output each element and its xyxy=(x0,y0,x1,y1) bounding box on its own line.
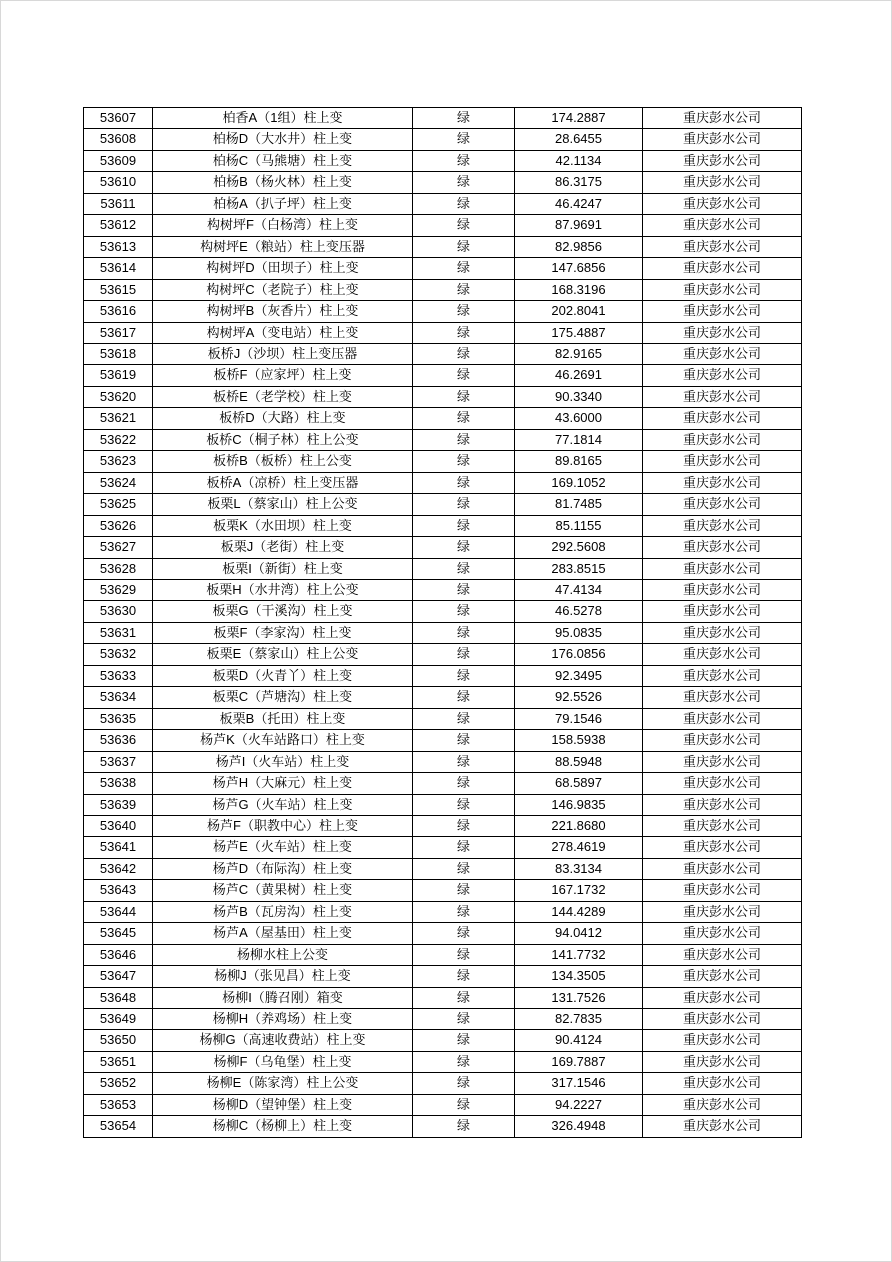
company-cell: 重庆彭水公司 xyxy=(643,1009,802,1030)
status-cell: 绿 xyxy=(413,494,515,515)
company-cell: 重庆彭水公司 xyxy=(643,773,802,794)
status-cell: 绿 xyxy=(413,923,515,944)
id-cell: 53633 xyxy=(84,665,153,686)
status-cell: 绿 xyxy=(413,1116,515,1137)
status-cell: 绿 xyxy=(413,622,515,643)
name-cell: 柏杨B（杨火林）柱上变 xyxy=(153,172,413,193)
id-cell: 53649 xyxy=(84,1009,153,1030)
status-cell: 绿 xyxy=(413,258,515,279)
value-cell: 43.6000 xyxy=(515,408,643,429)
name-cell: 构树坪A（变电站）柱上变 xyxy=(153,322,413,343)
value-cell: 326.4948 xyxy=(515,1116,643,1137)
table-row xyxy=(84,386,802,407)
value-cell: 169.1052 xyxy=(515,472,643,493)
name-cell: 柏杨D（大水井）柱上变 xyxy=(153,129,413,150)
id-cell: 53631 xyxy=(84,622,153,643)
table-row xyxy=(84,279,802,300)
status-cell: 绿 xyxy=(413,322,515,343)
name-cell: 杨柳F（乌龟堡）柱上变 xyxy=(153,1051,413,1072)
company-cell: 重庆彭水公司 xyxy=(643,579,802,600)
table-row xyxy=(84,494,802,515)
status-cell: 绿 xyxy=(413,537,515,558)
table-row xyxy=(84,966,802,987)
name-cell: 板栗G（干溪沟）柱上变 xyxy=(153,601,413,622)
table-row xyxy=(84,622,802,643)
company-cell: 重庆彭水公司 xyxy=(643,880,802,901)
table-row xyxy=(84,558,802,579)
name-cell: 板桥A（凉桥）柱上变压器 xyxy=(153,472,413,493)
value-cell: 169.7887 xyxy=(515,1051,643,1072)
name-cell: 杨柳C（杨柳上）柱上变 xyxy=(153,1116,413,1137)
status-cell: 绿 xyxy=(413,451,515,472)
company-cell: 重庆彭水公司 xyxy=(643,665,802,686)
value-cell: 146.9835 xyxy=(515,794,643,815)
table-row xyxy=(84,751,802,772)
status-cell: 绿 xyxy=(413,279,515,300)
id-cell: 53626 xyxy=(84,515,153,536)
id-cell: 53624 xyxy=(84,472,153,493)
company-cell: 重庆彭水公司 xyxy=(643,343,802,364)
table-row xyxy=(84,730,802,751)
value-cell: 90.3340 xyxy=(515,386,643,407)
value-cell: 134.3505 xyxy=(515,966,643,987)
company-cell: 重庆彭水公司 xyxy=(643,537,802,558)
table-row xyxy=(84,429,802,450)
status-cell: 绿 xyxy=(413,1030,515,1051)
name-cell: 杨芦C（黄果树）柱上变 xyxy=(153,880,413,901)
company-cell: 重庆彭水公司 xyxy=(643,301,802,322)
id-cell: 53616 xyxy=(84,301,153,322)
id-cell: 53641 xyxy=(84,837,153,858)
company-cell: 重庆彭水公司 xyxy=(643,923,802,944)
status-cell: 绿 xyxy=(413,773,515,794)
company-cell: 重庆彭水公司 xyxy=(643,708,802,729)
name-cell: 构树坪E（粮站）柱上变压器 xyxy=(153,236,413,257)
id-cell: 53639 xyxy=(84,794,153,815)
value-cell: 68.5897 xyxy=(515,773,643,794)
table-row xyxy=(84,644,802,665)
company-cell: 重庆彭水公司 xyxy=(643,815,802,836)
company-cell: 重庆彭水公司 xyxy=(643,837,802,858)
status-cell: 绿 xyxy=(413,966,515,987)
value-cell: 88.5948 xyxy=(515,751,643,772)
id-cell: 53627 xyxy=(84,537,153,558)
id-cell: 53640 xyxy=(84,815,153,836)
id-cell: 53646 xyxy=(84,944,153,965)
id-cell: 53621 xyxy=(84,408,153,429)
id-cell: 53637 xyxy=(84,751,153,772)
name-cell: 板栗J（老街）柱上变 xyxy=(153,537,413,558)
company-cell: 重庆彭水公司 xyxy=(643,236,802,257)
status-cell: 绿 xyxy=(413,987,515,1008)
table-row xyxy=(84,773,802,794)
status-cell: 绿 xyxy=(413,601,515,622)
value-cell: 85.1155 xyxy=(515,515,643,536)
id-cell: 53625 xyxy=(84,494,153,515)
company-cell: 重庆彭水公司 xyxy=(643,1094,802,1115)
name-cell: 杨柳H（养鸡场）柱上变 xyxy=(153,1009,413,1030)
name-cell: 构树坪C（老院子）柱上变 xyxy=(153,279,413,300)
company-cell: 重庆彭水公司 xyxy=(643,515,802,536)
table-row xyxy=(84,858,802,879)
value-cell: 92.5526 xyxy=(515,687,643,708)
table-row xyxy=(84,601,802,622)
company-cell: 重庆彭水公司 xyxy=(643,987,802,1008)
status-cell: 绿 xyxy=(413,515,515,536)
value-cell: 83.3134 xyxy=(515,858,643,879)
value-cell: 283.8515 xyxy=(515,558,643,579)
id-cell: 53645 xyxy=(84,923,153,944)
status-cell: 绿 xyxy=(413,343,515,364)
status-cell: 绿 xyxy=(413,558,515,579)
status-cell: 绿 xyxy=(413,944,515,965)
table-row xyxy=(84,215,802,236)
status-cell: 绿 xyxy=(413,1009,515,1030)
status-cell: 绿 xyxy=(413,901,515,922)
company-cell: 重庆彭水公司 xyxy=(643,1030,802,1051)
id-cell: 53614 xyxy=(84,258,153,279)
name-cell: 杨芦H（大麻元）柱上变 xyxy=(153,773,413,794)
value-cell: 47.4134 xyxy=(515,579,643,600)
id-cell: 53651 xyxy=(84,1051,153,1072)
company-cell: 重庆彭水公司 xyxy=(643,730,802,751)
table-row xyxy=(84,343,802,364)
company-cell: 重庆彭水公司 xyxy=(643,408,802,429)
name-cell: 杨柳水柱上公变 xyxy=(153,944,413,965)
name-cell: 板桥E（老学校）柱上变 xyxy=(153,386,413,407)
status-cell: 绿 xyxy=(413,129,515,150)
id-cell: 53609 xyxy=(84,150,153,171)
status-cell: 绿 xyxy=(413,644,515,665)
company-cell: 重庆彭水公司 xyxy=(643,858,802,879)
id-cell: 53654 xyxy=(84,1116,153,1137)
table-row xyxy=(84,901,802,922)
id-cell: 53622 xyxy=(84,429,153,450)
value-cell: 82.7835 xyxy=(515,1009,643,1030)
value-cell: 28.6455 xyxy=(515,129,643,150)
company-cell: 重庆彭水公司 xyxy=(643,172,802,193)
company-cell: 重庆彭水公司 xyxy=(643,944,802,965)
company-cell: 重庆彭水公司 xyxy=(643,429,802,450)
transformer-table xyxy=(83,107,802,1138)
status-cell: 绿 xyxy=(413,794,515,815)
value-cell: 89.8165 xyxy=(515,451,643,472)
company-cell: 重庆彭水公司 xyxy=(643,794,802,815)
table-row xyxy=(84,322,802,343)
value-cell: 46.5278 xyxy=(515,601,643,622)
id-cell: 53612 xyxy=(84,215,153,236)
status-cell: 绿 xyxy=(413,579,515,600)
table-row xyxy=(84,1009,802,1030)
name-cell: 板桥J（沙坝）柱上变压器 xyxy=(153,343,413,364)
id-cell: 53623 xyxy=(84,451,153,472)
table-row xyxy=(84,472,802,493)
id-cell: 53638 xyxy=(84,773,153,794)
id-cell: 53643 xyxy=(84,880,153,901)
id-cell: 53644 xyxy=(84,901,153,922)
table-row xyxy=(84,1073,802,1094)
name-cell: 杨芦B（瓦房沟）柱上变 xyxy=(153,901,413,922)
company-cell: 重庆彭水公司 xyxy=(643,215,802,236)
name-cell: 板桥C（桐子林）柱上公变 xyxy=(153,429,413,450)
company-cell: 重庆彭水公司 xyxy=(643,365,802,386)
table-row xyxy=(84,944,802,965)
status-cell: 绿 xyxy=(413,301,515,322)
id-cell: 53620 xyxy=(84,386,153,407)
name-cell: 柏杨A（扒子坪）柱上变 xyxy=(153,193,413,214)
id-cell: 53647 xyxy=(84,966,153,987)
table-row xyxy=(84,923,802,944)
company-cell: 重庆彭水公司 xyxy=(643,622,802,643)
value-cell: 77.1814 xyxy=(515,429,643,450)
company-cell: 重庆彭水公司 xyxy=(643,1116,802,1137)
table-row xyxy=(84,365,802,386)
value-cell: 168.3196 xyxy=(515,279,643,300)
id-cell: 53617 xyxy=(84,322,153,343)
status-cell: 绿 xyxy=(413,108,515,129)
company-cell: 重庆彭水公司 xyxy=(643,644,802,665)
table-row xyxy=(84,172,802,193)
name-cell: 杨芦K（火车站路口）柱上变 xyxy=(153,730,413,751)
table-row xyxy=(84,129,802,150)
id-cell: 53615 xyxy=(84,279,153,300)
company-cell: 重庆彭水公司 xyxy=(643,386,802,407)
table-row xyxy=(84,1051,802,1072)
company-cell: 重庆彭水公司 xyxy=(643,322,802,343)
company-cell: 重庆彭水公司 xyxy=(643,966,802,987)
value-cell: 141.7732 xyxy=(515,944,643,965)
table-row xyxy=(84,236,802,257)
id-cell: 53650 xyxy=(84,1030,153,1051)
value-cell: 82.9856 xyxy=(515,236,643,257)
table-row xyxy=(84,193,802,214)
name-cell: 柏香A（1组）柱上变 xyxy=(153,108,413,129)
value-cell: 147.6856 xyxy=(515,258,643,279)
table-row xyxy=(84,880,802,901)
status-cell: 绿 xyxy=(413,236,515,257)
id-cell: 53636 xyxy=(84,730,153,751)
value-cell: 82.9165 xyxy=(515,343,643,364)
table-row xyxy=(84,451,802,472)
name-cell: 板栗C（芦塘沟）柱上变 xyxy=(153,687,413,708)
id-cell: 53635 xyxy=(84,708,153,729)
company-cell: 重庆彭水公司 xyxy=(643,451,802,472)
table-row xyxy=(84,708,802,729)
table-row xyxy=(84,1030,802,1051)
company-cell: 重庆彭水公司 xyxy=(643,258,802,279)
table-row xyxy=(84,665,802,686)
name-cell: 板栗D（火青丫）柱上变 xyxy=(153,665,413,686)
status-cell: 绿 xyxy=(413,472,515,493)
company-cell: 重庆彭水公司 xyxy=(643,279,802,300)
company-cell: 重庆彭水公司 xyxy=(643,687,802,708)
id-cell: 53618 xyxy=(84,343,153,364)
id-cell: 53642 xyxy=(84,858,153,879)
company-cell: 重庆彭水公司 xyxy=(643,108,802,129)
id-cell: 53608 xyxy=(84,129,153,150)
table-row xyxy=(84,301,802,322)
value-cell: 131.7526 xyxy=(515,987,643,1008)
company-cell: 重庆彭水公司 xyxy=(643,1073,802,1094)
name-cell: 板栗E（蔡家山）柱上公变 xyxy=(153,644,413,665)
value-cell: 81.7485 xyxy=(515,494,643,515)
value-cell: 174.2887 xyxy=(515,108,643,129)
transformer-table-body xyxy=(84,108,802,1138)
table-row xyxy=(84,537,802,558)
table-row xyxy=(84,108,802,129)
status-cell: 绿 xyxy=(413,730,515,751)
name-cell: 杨芦D（布际沟）柱上变 xyxy=(153,858,413,879)
name-cell: 构树坪F（白杨湾）柱上变 xyxy=(153,215,413,236)
table-row xyxy=(84,150,802,171)
value-cell: 87.9691 xyxy=(515,215,643,236)
id-cell: 53610 xyxy=(84,172,153,193)
value-cell: 167.1732 xyxy=(515,880,643,901)
status-cell: 绿 xyxy=(413,837,515,858)
company-cell: 重庆彭水公司 xyxy=(643,150,802,171)
table-row xyxy=(84,815,802,836)
name-cell: 杨柳G（高速收费站）柱上变 xyxy=(153,1030,413,1051)
company-cell: 重庆彭水公司 xyxy=(643,601,802,622)
status-cell: 绿 xyxy=(413,408,515,429)
value-cell: 176.0856 xyxy=(515,644,643,665)
id-cell: 53634 xyxy=(84,687,153,708)
status-cell: 绿 xyxy=(413,172,515,193)
name-cell: 柏杨C（马熊塘）柱上变 xyxy=(153,150,413,171)
id-cell: 53607 xyxy=(84,108,153,129)
value-cell: 292.5608 xyxy=(515,537,643,558)
value-cell: 158.5938 xyxy=(515,730,643,751)
name-cell: 板桥B（板桥）柱上公变 xyxy=(153,451,413,472)
name-cell: 板栗I（新街）柱上变 xyxy=(153,558,413,579)
name-cell: 构树坪B（灰香片）柱上变 xyxy=(153,301,413,322)
company-cell: 重庆彭水公司 xyxy=(643,751,802,772)
status-cell: 绿 xyxy=(413,1094,515,1115)
value-cell: 46.2691 xyxy=(515,365,643,386)
name-cell: 杨芦G（火车站）柱上变 xyxy=(153,794,413,815)
id-cell: 53629 xyxy=(84,579,153,600)
value-cell: 317.1546 xyxy=(515,1073,643,1094)
value-cell: 42.1134 xyxy=(515,150,643,171)
status-cell: 绿 xyxy=(413,193,515,214)
id-cell: 53652 xyxy=(84,1073,153,1094)
value-cell: 90.4124 xyxy=(515,1030,643,1051)
value-cell: 46.4247 xyxy=(515,193,643,214)
table-row xyxy=(84,987,802,1008)
name-cell: 板栗F（李家沟）柱上变 xyxy=(153,622,413,643)
value-cell: 94.0412 xyxy=(515,923,643,944)
name-cell: 杨芦F（职教中心）柱上变 xyxy=(153,815,413,836)
id-cell: 53653 xyxy=(84,1094,153,1115)
status-cell: 绿 xyxy=(413,1073,515,1094)
value-cell: 202.8041 xyxy=(515,301,643,322)
value-cell: 144.4289 xyxy=(515,901,643,922)
status-cell: 绿 xyxy=(413,687,515,708)
name-cell: 杨柳J（张见昌）柱上变 xyxy=(153,966,413,987)
status-cell: 绿 xyxy=(413,386,515,407)
status-cell: 绿 xyxy=(413,708,515,729)
name-cell: 板栗L（蔡家山）柱上公变 xyxy=(153,494,413,515)
company-cell: 重庆彭水公司 xyxy=(643,494,802,515)
status-cell: 绿 xyxy=(413,858,515,879)
name-cell: 板栗B（托田）柱上变 xyxy=(153,708,413,729)
table-row xyxy=(84,408,802,429)
table-row xyxy=(84,515,802,536)
status-cell: 绿 xyxy=(413,751,515,772)
name-cell: 板栗K（水田坝）柱上变 xyxy=(153,515,413,536)
status-cell: 绿 xyxy=(413,215,515,236)
name-cell: 板栗H（水井湾）柱上公变 xyxy=(153,579,413,600)
name-cell: 杨柳D（望钟堡）柱上变 xyxy=(153,1094,413,1115)
value-cell: 175.4887 xyxy=(515,322,643,343)
table-row xyxy=(84,579,802,600)
status-cell: 绿 xyxy=(413,665,515,686)
company-cell: 重庆彭水公司 xyxy=(643,193,802,214)
company-cell: 重庆彭水公司 xyxy=(643,901,802,922)
id-cell: 53611 xyxy=(84,193,153,214)
value-cell: 94.2227 xyxy=(515,1094,643,1115)
value-cell: 221.8680 xyxy=(515,815,643,836)
status-cell: 绿 xyxy=(413,1051,515,1072)
company-cell: 重庆彭水公司 xyxy=(643,129,802,150)
value-cell: 278.4619 xyxy=(515,837,643,858)
name-cell: 杨柳I（腾召刚）箱变 xyxy=(153,987,413,1008)
value-cell: 86.3175 xyxy=(515,172,643,193)
table-row xyxy=(84,687,802,708)
id-cell: 53613 xyxy=(84,236,153,257)
value-cell: 92.3495 xyxy=(515,665,643,686)
status-cell: 绿 xyxy=(413,365,515,386)
id-cell: 53628 xyxy=(84,558,153,579)
id-cell: 53619 xyxy=(84,365,153,386)
name-cell: 板桥F（应家坪）柱上变 xyxy=(153,365,413,386)
company-cell: 重庆彭水公司 xyxy=(643,1051,802,1072)
table-row xyxy=(84,258,802,279)
table-row xyxy=(84,1116,802,1137)
value-cell: 79.1546 xyxy=(515,708,643,729)
table-row xyxy=(84,1094,802,1115)
status-cell: 绿 xyxy=(413,815,515,836)
status-cell: 绿 xyxy=(413,429,515,450)
name-cell: 杨芦E（火车站）柱上变 xyxy=(153,837,413,858)
id-cell: 53632 xyxy=(84,644,153,665)
table-row xyxy=(84,794,802,815)
id-cell: 53648 xyxy=(84,987,153,1008)
table-row xyxy=(84,837,802,858)
company-cell: 重庆彭水公司 xyxy=(643,558,802,579)
id-cell: 53630 xyxy=(84,601,153,622)
status-cell: 绿 xyxy=(413,880,515,901)
status-cell: 绿 xyxy=(413,150,515,171)
name-cell: 构树坪D（田坝子）柱上变 xyxy=(153,258,413,279)
name-cell: 板桥D（大路）柱上变 xyxy=(153,408,413,429)
value-cell: 95.0835 xyxy=(515,622,643,643)
name-cell: 杨芦A（屋基田）柱上变 xyxy=(153,923,413,944)
name-cell: 杨芦I（火车站）柱上变 xyxy=(153,751,413,772)
name-cell: 杨柳E（陈家湾）柱上公变 xyxy=(153,1073,413,1094)
company-cell: 重庆彭水公司 xyxy=(643,472,802,493)
